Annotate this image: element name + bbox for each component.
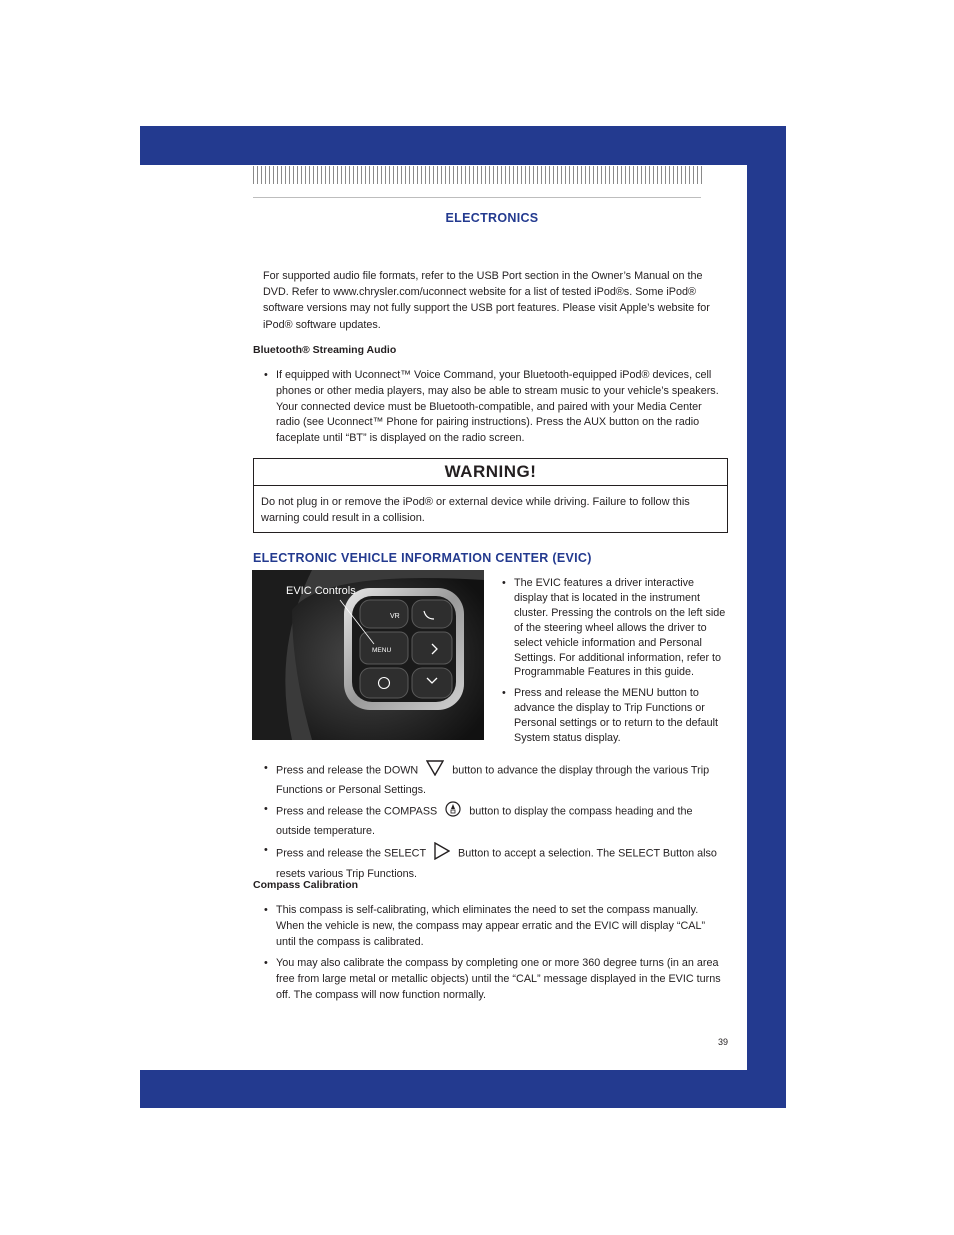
list-item: • This compass is self-calibrating, which eliminates the need to set the compass manually. When the vehicle is new, the compass may appear erratic and the EVIC will display “CAL” until the compass is calibrated. — [264, 903, 726, 950]
select-text-after: Button to accept a selection. The SELECT Button also resets various Trip Functions. — [276, 847, 717, 880]
page-frame-bottom — [140, 1070, 786, 1108]
header-divider — [253, 197, 701, 198]
select-text-before: Press and release the SELECT — [276, 847, 427, 860]
down-text-before: Press and release the DOWN — [276, 764, 419, 777]
list-item: • You may also calibrate the compass by completing one or more 360 degree turns (in an area free from large metal or metallic objects) until the “CAL” message displayed in the EVIC turns off. The compass will now function normally. — [264, 956, 726, 1003]
section-title: ELECTRONICS — [445, 211, 539, 225]
warning-title: WARNING! — [254, 459, 727, 486]
page-frame-top — [140, 126, 786, 165]
list-item — [264, 842, 724, 882]
down-text-after: button to advance the display through the various Trip Functions or Personal Settings. — [276, 764, 710, 796]
select-arrow-icon — [434, 842, 450, 866]
list-item: • The EVIC features a driver interactive display that is located in the instrument cluster. Pressing the controls on the left side of the steering wheel allows the driver to select vehicle information and Personal Settings. For additional information, refer to Programmable Features in this guide. — [502, 576, 727, 680]
down-arrow-icon — [426, 760, 444, 782]
photo-label: EVIC Controls — [286, 585, 356, 597]
list-item — [264, 801, 724, 839]
compass-calibration-heading: Compass Calibration — [253, 879, 359, 891]
evic-controls-photo — [252, 570, 484, 740]
warning-box — [253, 458, 728, 533]
evic-side-list — [502, 576, 727, 752]
page-number: 39 — [718, 1037, 729, 1047]
bluetooth-list — [264, 368, 719, 453]
compass-calibration-list — [264, 903, 726, 1010]
list-item — [264, 760, 724, 798]
intro-paragraph: For supported audio file formats, refer to the USB Port section in the Owner’s Manual on the DVD. Refer to www.chrysler.com/uconnect website for a list of tested iPod®s. Some iPod® software versions may not fully support the USB port features. Please visit Apple’s website for iPod® software updates. — [263, 270, 710, 331]
page-frame-right — [747, 126, 786, 1108]
compass-text-before: Press and release the COMPASS — [276, 805, 438, 818]
warning-text: Do not plug in or remove the iPod® or external device while driving. Failure to follow this warning could result in a collision. — [261, 496, 690, 524]
compass-text-after: button to display the compass heading and the outside temperature. — [276, 805, 693, 837]
vr-button-label: VR — [390, 613, 400, 620]
compass-icon — [445, 801, 461, 823]
evic-heading: ELECTRONIC VEHICLE INFORMATION CENTER (EVIC) — [253, 551, 592, 565]
evic-button-list — [264, 760, 724, 888]
bluetooth-heading: Bluetooth® Streaming Audio — [253, 344, 397, 356]
list-item: • Press and release the MENU button to advance the display to Trip Functions or Personal settings or to return to the default System status display. — [502, 686, 727, 746]
list-item: • If equipped with Uconnect™ Voice Command, your Bluetooth-equipped iPod® devices, cell phones or other media players, may also be able to stream music to your vehicle’s speakers. Your connected device must be Bluetooth-compatible, and paired with your Media Center radio (see Uconnect™ Phone for pairing instructions). Press the AUX button on the radio faceplate until “BT” is displayed on the radio screen. — [264, 368, 719, 447]
menu-button-label: MENU — [372, 647, 392, 654]
header-ruler — [253, 166, 703, 184]
